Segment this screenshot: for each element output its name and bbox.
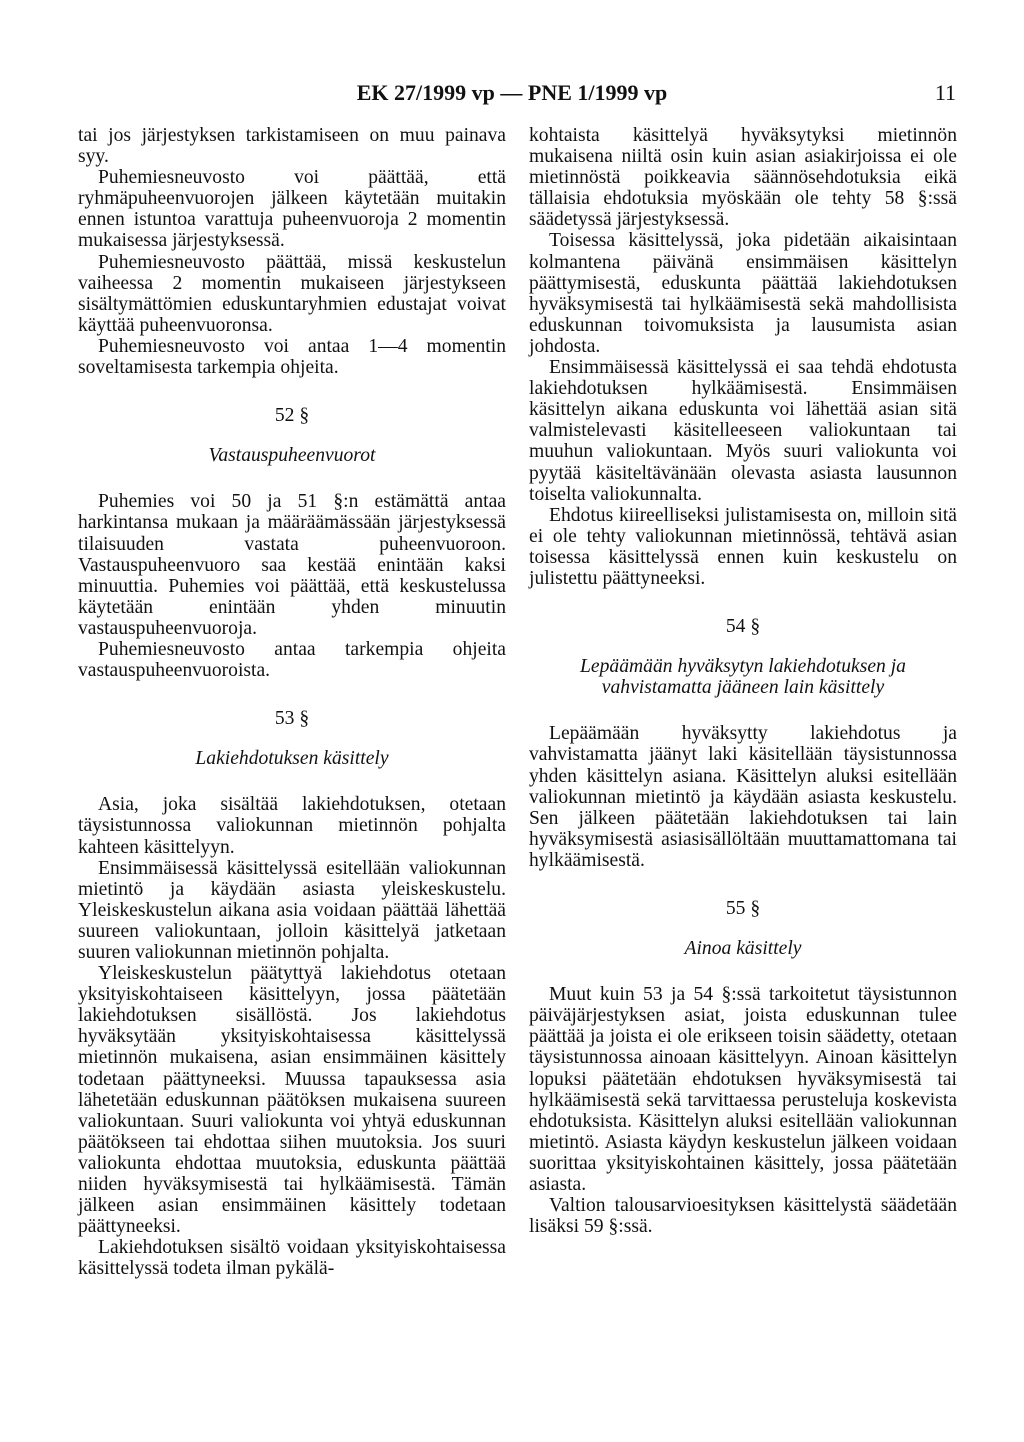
paragraph: Muut kuin 53 ja 54 §:ssä tarkoitetut täysistunnon päiväjärjestyksen asiat, joista eduskunnan tulee päättää ja joista ei ole erikseen toisin säädetty, otetaan täysistunnossa ainoaan käsittelyyn. Ainoan käsittelyn lopuksi päätetään ehdotuksen hyväksymisestä tai hylkäämisestä sekä tarvittaessa perusteluja koskevista ehdotuksista. Käsittelyn aluksi esitellään valiokunnan mietintö. Asiasta käydyn keskustelun jälkeen voidaan suorittaa yksityiskohtainen käsittely, jossa päätetään asiasta. bbox=[529, 984, 957, 1196]
paragraph: Yleiskeskustelun päätyttyä lakiehdotus otetaan yksityiskohtaiseen käsittelyyn, jossa päätetään lakiehdotuksen sisällöstä. Jos lakiehdotus hyväksytään yksityiskohtaisessa käsittelyssä mietinnön mukaisena, asian ensimmäinen käsittely todetaan päättyneeksi. Muussa tapauksessa asia lähetetään eduskunnan päätöksen mukaisena suureen valiokuntaan. Suuri valiokunta voi yhtyä eduskunnan päätökseen tai ehdottaa siihen muutoksia. Jos suuri valiokunta ehdottaa muutoksia, eduskunta päättää niiden hyväksymisestä tai hylkäämisestä. Tämän jälkeen asian ensimmäinen käsittely todetaan päättyneeksi. bbox=[78, 963, 506, 1238]
paragraph: tai jos järjestyksen tarkistamiseen on muu painava syy. bbox=[78, 125, 506, 168]
section-number-52: 52 § bbox=[274, 405, 310, 427]
paragraph: Puhemiesneuvosto voi päättää, että ryhmäpuheenvuorojen jälkeen käytetään muitakin ennen istuntoa varattuja puheenvuoroja 2 momentin mukaisessa järjestyksessä. bbox=[78, 167, 506, 252]
paragraph: Valtion talousarvioesityksen käsittelystä säädetään lisäksi 59 §:ssä. bbox=[529, 1195, 957, 1238]
left-column bbox=[78, 125, 506, 1280]
paragraph: Puhemiesneuvosto päättää, missä keskustelun vaiheessa 2 momentin mukaiseen järjestykseen sisältymättömien eduskuntaryhmien edustajat voivat käyttää puheenvuoronsa. bbox=[78, 251, 506, 336]
paragraph: Puhemiesneuvosto voi antaa 1—4 momentin soveltamisesta tarkempia ohjeita. bbox=[78, 335, 506, 379]
paragraph: Puhemies voi 50 ja 51 §:n estämättä antaa harkintansa mukaan ja määräämässään järjestyksessä tilaisuuden vastata puheenvuoroon. Vastauspuheenvuoro saa kestää enintään kaksi minuuttia. Puhemies voi päättää, että keskustelussa käytetään enintään yhden minuutin vastauspuheenvuoroja. bbox=[78, 491, 506, 639]
paragraph: Ensimmäisessä käsittelyssä ei saa tehdä ehdotusta lakiehdotuksen hylkäämisestä. Ensimmäisen käsittelyn aikana eduskunta voi lähettää asian sitä valmistelevasti käsitelleeseen valiokuntaan tai muuhun valiokuntaan. Myös suuri valiokunta voi pyytää käsiteltävänään olevasta asiasta lausunnon toiselta valiokunnalta. bbox=[529, 357, 957, 505]
right-column bbox=[529, 125, 957, 1237]
paragraph: Lakiehdotuksen sisältö voidaan yksityiskohtaisessa käsittelyssä todeta ilman pykälä- bbox=[78, 1237, 506, 1280]
section-title-53: Lakiehdotuksen käsittely bbox=[195, 748, 389, 770]
paragraph: Ensimmäisessä käsittelyssä esitellään valiokunnan mietintö ja käydään asiasta yleiskeskustelu. Yleiskeskustelun aikana asia voidaan päättää lähettää suureen valiokuntaan, jolloin käsittelyä jatketaan suuren valiokunnan mietinnön pohjalta. bbox=[78, 857, 506, 963]
page-number: 11 bbox=[934, 80, 956, 105]
paragraph: Asia, joka sisältää lakiehdotuksen, otetaan täysistunnossa valiokunnan mietinnön pohjalta kahteen käsittelyyn. bbox=[78, 794, 506, 858]
paragraph: Puhemiesneuvosto antaa tarkempia ohjeita vastauspuheenvuoroista. bbox=[78, 638, 506, 682]
section-number-55: 55 § bbox=[725, 898, 761, 919]
paragraph: Ehdotus kiireelliseksi julistamisesta on, milloin sitä ei ole tehty valiokunnan mietinnössä, tehtävä asian toisessa käsittelyssä ennen kuin keskustelu on julistettu päättyneeksi. bbox=[529, 504, 957, 589]
paragraph: Toisessa käsittelyssä, joka pidetään aikaisintaan kolmantena päivänä ensimmäisen käsittelyn päättymisestä, eduskunta päättää lakiehdotuksen hyväksymisestä tai hylkäämisestä sekä mahdollisista eduskunnan toivomuksista ja lausumista asian johdosta. bbox=[529, 230, 957, 357]
section-number-53: 53 § bbox=[274, 708, 310, 730]
paragraph: kohtaista käsittelyä hyväksytyksi mietinnön mukaisena niiltä osin kuin asian asiakirjoissa ei ole mietinnöstä poikkeavia säännösehdotuksia eikä tällaisia ehdotuksia myöskään ole tehty 58 §:ssä säädetyssä järjestyksessä. bbox=[529, 125, 957, 231]
section-title-52: Vastauspuheenvuorot bbox=[208, 445, 376, 467]
paragraph: Lepäämään hyväksytty lakiehdotus ja vahvistamatta jäänyt laki käsitellään täysistunnossa yhden käsittelyn asiana. Käsittelyn aluksi esitellään valiokunnan mietintö ja käydään asiasta keskustelu. Sen jälkeen päätetään lakiehdotuksen tai lain hyväksymisestä asiasisällöltään muuttamattomana tai hylkäämisestä. bbox=[529, 723, 957, 871]
running-header: EK 27/1999 vp — PNE 1/1999 vp bbox=[356, 80, 668, 105]
section-number-54: 54 § bbox=[725, 616, 761, 638]
section-title-54: Lepäämään hyväksytyn lakiehdotuksen ja vahvistamatta jääneen lain käsittely bbox=[580, 656, 906, 699]
section-title-55: Ainoa käsittely bbox=[684, 938, 802, 960]
